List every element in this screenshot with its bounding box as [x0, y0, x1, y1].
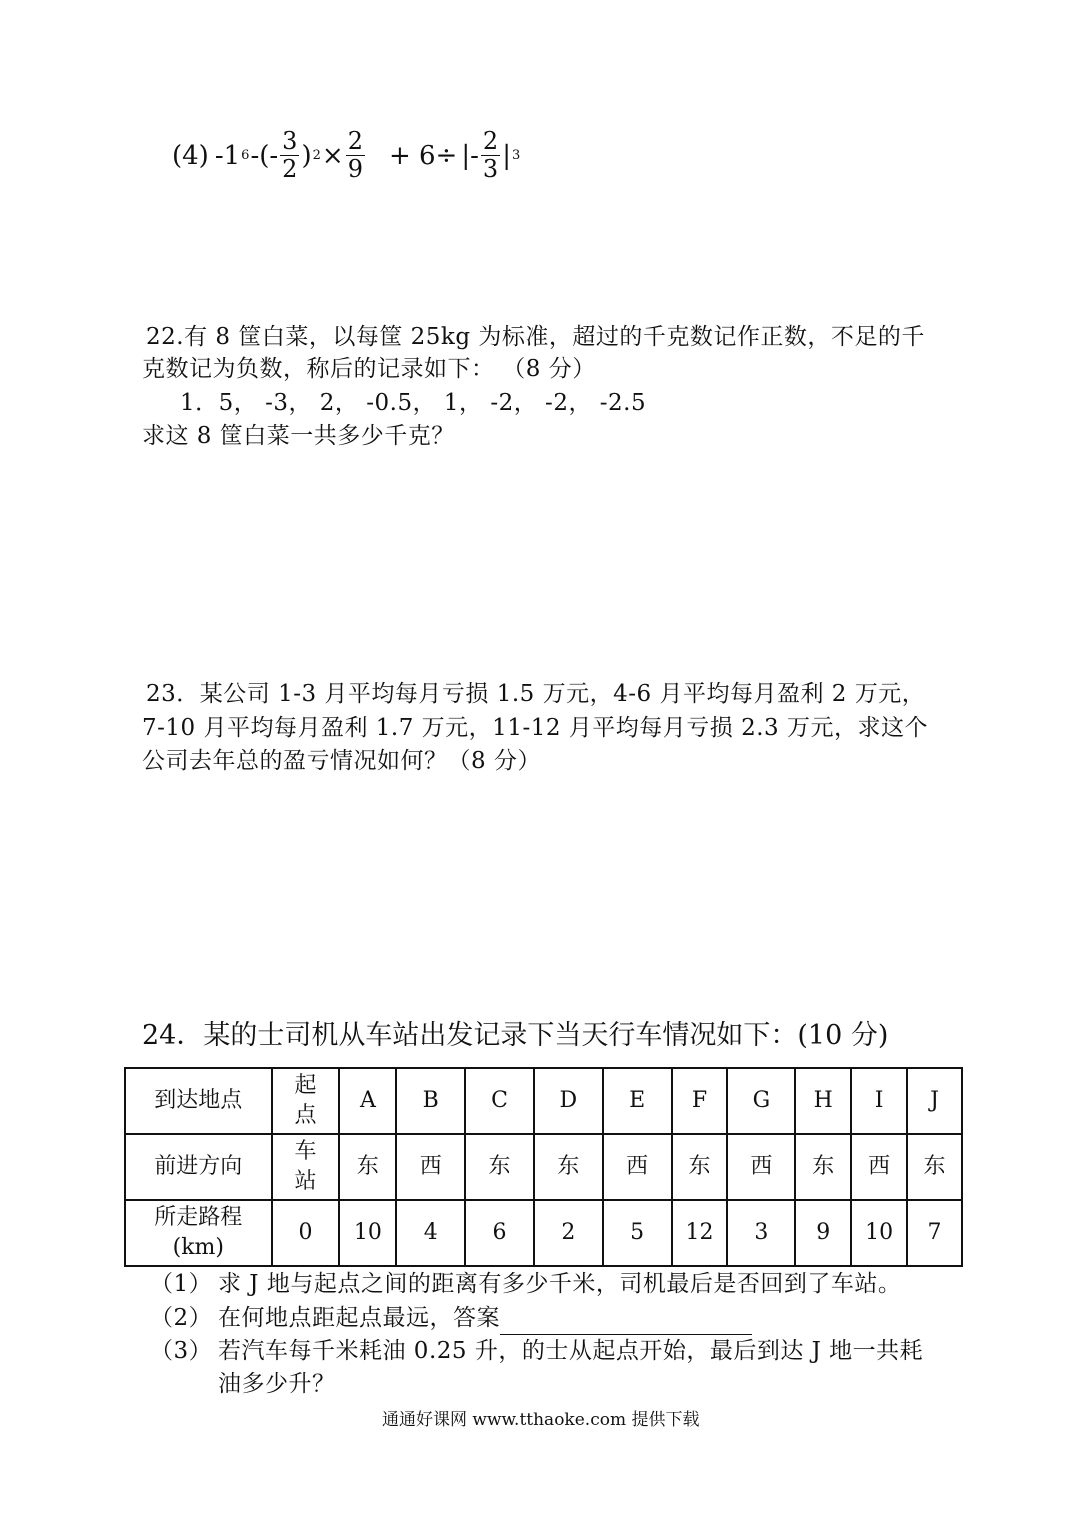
- q23-line-3: 公司去年总的盈亏情况如何？（8 分）: [142, 748, 541, 774]
- q21-term3: ): [301, 140, 312, 171]
- cell-point: A: [339, 1068, 396, 1134]
- q24-table: [124, 1067, 963, 1267]
- table-row-locations: [125, 1068, 962, 1134]
- q21-exp6: 6: [241, 148, 250, 163]
- q22-line-2: 克数记为负数，称后的记录如下： （8 分）: [142, 356, 596, 382]
- q21-term2: -(-: [250, 140, 279, 171]
- cell-station-char-2: 站: [294, 1169, 317, 1194]
- cell-direction: 东: [465, 1134, 534, 1200]
- cell-start-point: [272, 1068, 340, 1134]
- cell-point: G: [727, 1068, 795, 1134]
- cell-distance: 12: [672, 1200, 728, 1266]
- q21-abs-left: |-: [461, 140, 479, 171]
- q21-abs-right: |: [502, 140, 511, 171]
- cell-direction: 东: [907, 1134, 962, 1200]
- q24-sub3-text-1: 若汽车每千米耗油 0.25 升，的士从起点开始，最后到达 J 地一共耗: [218, 1338, 924, 1364]
- q24-title: 24．某的士司机从车站出发记录下当天行车情况如下：(10 分): [142, 1020, 889, 1051]
- page-footer: 通通好课网 www.tthaoke.com 提供下载: [382, 1410, 700, 1430]
- cell-point: J: [907, 1068, 962, 1134]
- q22-line-1: 22.有 8 筐白菜，以每筐 25kg 为标准，超过的千克数记作正数，不足的千: [146, 324, 925, 350]
- cell-point: F: [672, 1068, 728, 1134]
- q21-expression: [172, 128, 521, 183]
- cell-direction: 东: [339, 1134, 396, 1200]
- cell-point: E: [603, 1068, 672, 1134]
- cell-distance: 10: [339, 1200, 396, 1266]
- q22-question: 求这 8 筐白菜一共多少千克？: [142, 423, 455, 449]
- q24-sub2-text: 在何地点距起点最远，答案: [218, 1305, 500, 1331]
- cell-direction: 西: [603, 1134, 672, 1200]
- header-distance-unit: (km): [172, 1235, 224, 1260]
- q21-fraction-3: [481, 128, 500, 183]
- cell-direction: 东: [672, 1134, 728, 1200]
- header-destination: 到达地点: [125, 1068, 272, 1134]
- q22-records: 1．5， -3， 2， -0.5， 1， -2， -2， -2.5: [180, 390, 647, 416]
- cell-distance: 9: [795, 1200, 851, 1266]
- q24-sub2-number: （2）: [150, 1305, 213, 1331]
- header-direction: 前进方向: [125, 1134, 272, 1200]
- q21-fraction-1-num: 3: [282, 127, 298, 155]
- q24-sub3-text-2: 油多少升？: [218, 1371, 336, 1397]
- cell-distance: 7: [907, 1200, 962, 1266]
- cell-start-point-char-2: 点: [294, 1103, 317, 1128]
- q23-line-1: 23．某公司 1-3 月平均每月亏损 1.5 万元，4-6 月平均每月盈利 2 万元，: [146, 681, 926, 707]
- cell-direction: 东: [534, 1134, 603, 1200]
- answer-blank[interactable]: [500, 1310, 752, 1335]
- q24-sub1-text: 求 J 地与起点之间的距离有多少千米，司机最后是否回到了车站。: [218, 1271, 902, 1297]
- cell-distance: 3: [727, 1200, 795, 1266]
- q21-label: (4): [172, 140, 209, 171]
- cell-distance-start: 0: [272, 1200, 340, 1266]
- cell-point: I: [851, 1068, 907, 1134]
- cell-distance: 10: [851, 1200, 907, 1266]
- q21-term1: -1: [214, 140, 241, 171]
- cell-distance: 4: [396, 1200, 465, 1266]
- cell-direction: 东: [795, 1134, 851, 1200]
- cell-point: H: [795, 1068, 851, 1134]
- cell-station-char-1: 车: [294, 1139, 317, 1164]
- table-row-distances: [125, 1200, 962, 1266]
- cell-distance: 2: [534, 1200, 603, 1266]
- cell-direction: 西: [727, 1134, 795, 1200]
- cell-direction: 西: [396, 1134, 465, 1200]
- q21-fraction-2-num: 2: [347, 127, 363, 155]
- q21-fraction-3-num: 2: [482, 127, 499, 155]
- cell-point: B: [396, 1068, 465, 1134]
- cell-station: [272, 1134, 340, 1200]
- q21-term4: + 6÷: [388, 140, 458, 171]
- cell-start-point-char-1: 起: [294, 1073, 317, 1098]
- q24-sub2-line: [218, 1301, 752, 1335]
- q24-sub1-number: （1）: [150, 1271, 213, 1297]
- q21-times: ×: [321, 140, 344, 171]
- cell-point: C: [465, 1068, 534, 1134]
- q21-fraction-1-den: 2: [282, 155, 298, 183]
- cell-direction: 西: [851, 1134, 907, 1200]
- q21-fraction-3-den: 3: [482, 155, 499, 183]
- table-row-directions: [125, 1134, 962, 1200]
- header-distance-label: 所走路程: [154, 1205, 243, 1230]
- q21-fraction-2: [346, 128, 365, 183]
- cell-distance: 5: [603, 1200, 672, 1266]
- cell-point: D: [534, 1068, 603, 1134]
- cell-distance: 6: [465, 1200, 534, 1266]
- q21-fraction-1: [280, 128, 299, 183]
- q23-line-2: 7-10 月平均每月盈利 1.7 万元，11-12 月平均每月亏损 2.3 万元，求这个: [142, 715, 928, 741]
- header-distance: [125, 1200, 272, 1266]
- q21-exp2: 2: [312, 148, 321, 163]
- q24-sub3-number: （3）: [150, 1338, 213, 1364]
- q21-fraction-2-den: 9: [347, 155, 363, 183]
- q21-exp3: 3: [511, 148, 521, 163]
